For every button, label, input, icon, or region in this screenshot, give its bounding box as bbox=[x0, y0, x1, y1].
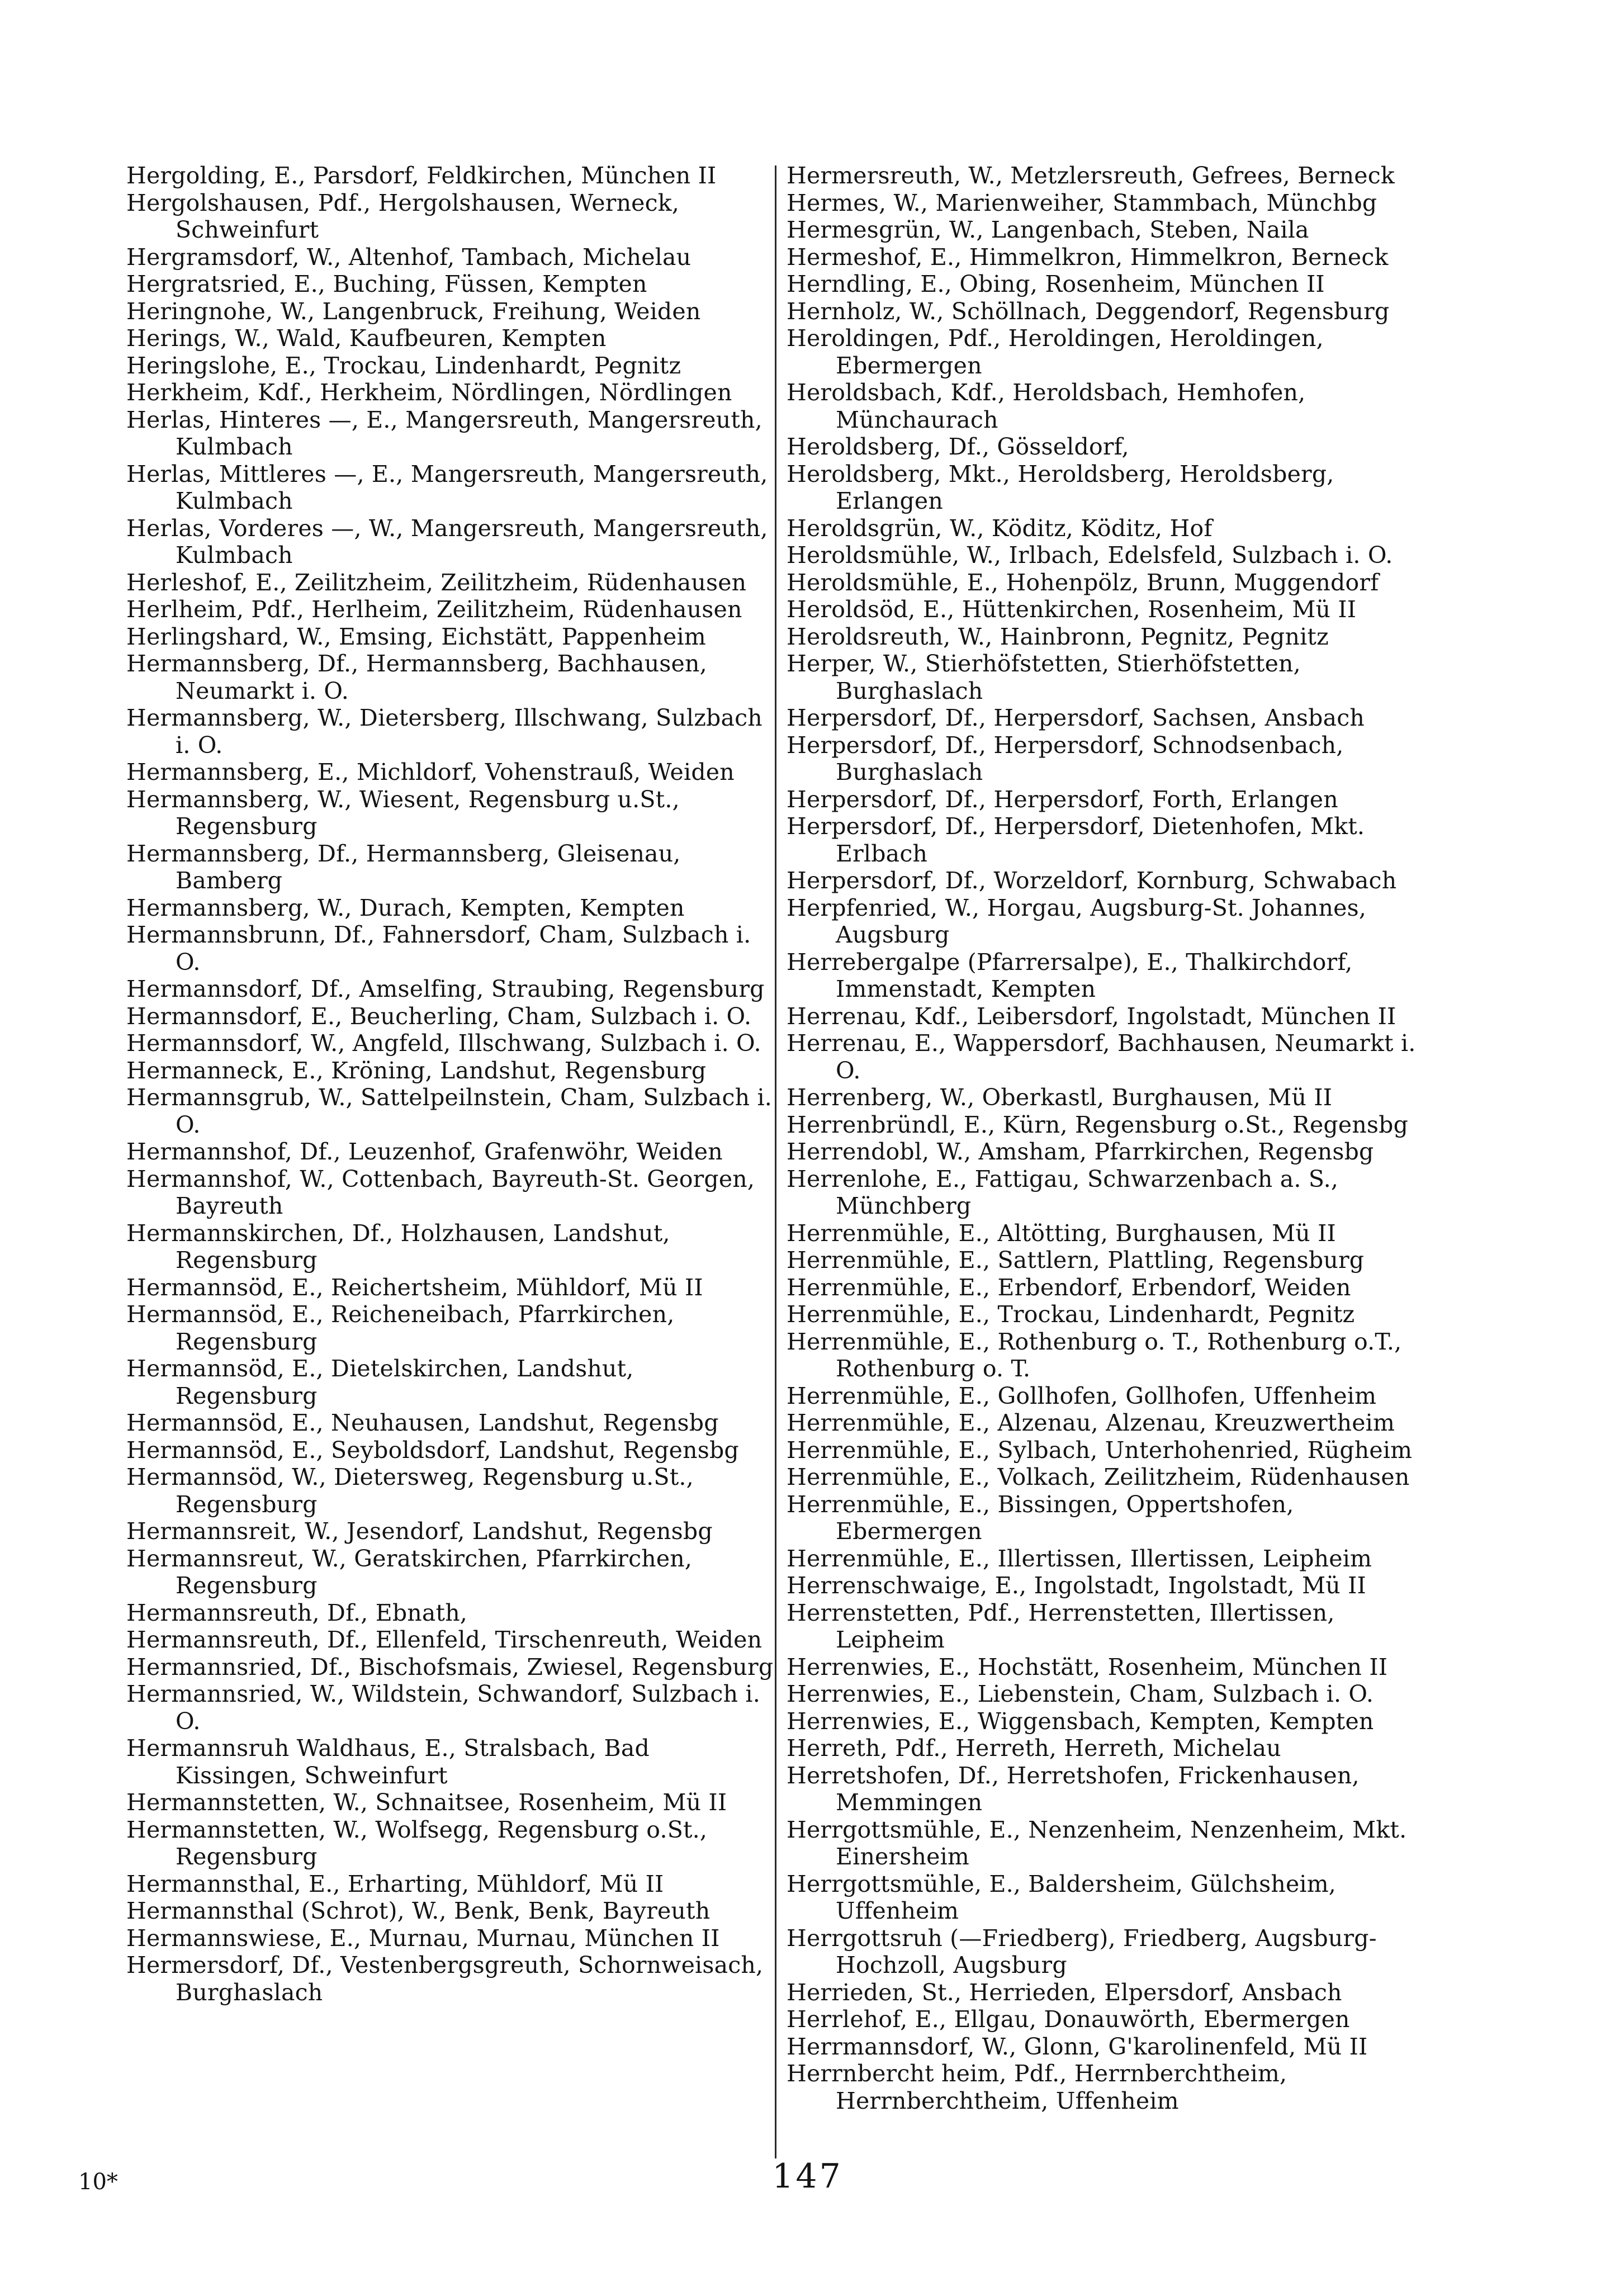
gazetteer-entry: Herrgottsmühle, E., Nenzenheim, Nenzenheim, Mkt. Einersheim bbox=[787, 1816, 1407, 1870]
gazetteer-entry: Heroldsmühle, W., Irlbach, Edelsfeld, Sulzbach i. O. bbox=[787, 542, 1393, 569]
gazetteer-entry: Herndling, E., Obing, Rosenheim, München II bbox=[787, 271, 1325, 297]
gazetteer-entry: Hermannsreit, W., Jesendorf, Landshut, Regensbg bbox=[126, 1518, 713, 1545]
gazetteer-entry: Herrenmühle, E., Altötting, Burghausen, Mü II bbox=[787, 1219, 1336, 1247]
gazetteer-entry: Heroldsmühle, E., Hohenpölz, Brunn, Muggendorf bbox=[787, 569, 1379, 596]
gazetteer-entry: Herrenau, Kdf., Leibersdorf, Ingolstadt, München II bbox=[787, 1002, 1396, 1030]
gazetteer-entry: Herpersdorf, Df., Worzeldorf, Kornburg, Schwabach bbox=[787, 867, 1397, 894]
gazetteer-entry: Herrlehof, E., Ellgau, Donauwörth, Ebermergen bbox=[787, 2006, 1350, 2033]
gazetteer-entry: Herrenbründl, E., Kürn, Regensburg o.St., Regensbg bbox=[787, 1111, 1409, 1138]
gazetteer-entry: Hermannswiese, E., Murnau, Murnau, München II bbox=[126, 1924, 720, 1952]
gazetteer-entry: Heroldsberg, Df., Gösseldorf, bbox=[787, 433, 1129, 460]
gazetteer-entry: Herrenmühle, E., Trockau, Lindenhardt, Pegnitz bbox=[787, 1301, 1355, 1328]
gazetteer-entry: Hermannsruh Waldhaus, E., Stralsbach, Bad Kissingen, Schweinfurt bbox=[126, 1735, 650, 1789]
gazetteer-entry: Hermannsried, W., Wildstein, Schwandorf, Sulzbach i. O. bbox=[126, 1680, 760, 1735]
gazetteer-entry: Herrenstetten, Pdf., Herrenstetten, Illertissen, Leipheim bbox=[787, 1599, 1335, 1653]
gazetteer-entry: Hermannsberg, E., Michldorf, Vohenstrauß, Weiden bbox=[126, 759, 735, 785]
gazetteer-entry: Herpfenried, W., Horgau, Augsburg-St. Johannes, Augsburg bbox=[787, 894, 1367, 948]
gazetteer-entry: Hermannsöd, W., Dietersweg, Regensburg u.St., Regensburg bbox=[126, 1464, 694, 1518]
gazetteer-entry: Heroldsöd, E., Hüttenkirchen, Rosenheim, Mü II bbox=[787, 596, 1357, 623]
gazetteer-entry: Hermannsöd, E., Dietelskirchen, Landshut, Regensburg bbox=[126, 1355, 634, 1409]
gazetteer-entry: Heroldsbach, Kdf., Heroldsbach, Hemhofen, Münchaurach bbox=[787, 379, 1306, 433]
gazetteer-entry: Herpersdorf, Df., Herpersdorf, Forth, Erlangen bbox=[787, 785, 1338, 813]
column-divider bbox=[775, 165, 776, 2158]
gazetteer-entry: Hermannstetten, W., Schnaitsee, Rosenheim, Mü II bbox=[126, 1789, 727, 1816]
gazetteer-entry: Heringslohe, E., Trockau, Lindenhardt, Pegnitz bbox=[126, 352, 681, 379]
page-number: 147 bbox=[772, 2157, 843, 2196]
gazetteer-entry: Hermersreuth, W., Metzlersreuth, Gefrees, Berneck bbox=[787, 162, 1395, 189]
gazetteer-entry: Hergolshausen, Pdf., Hergolshausen, Werneck, Schweinfurt bbox=[126, 189, 680, 243]
gazetteer-entry: Hermannsreut, W., Geratskirchen, Pfarrkirchen, Regensburg bbox=[126, 1545, 693, 1599]
gazetteer-entry: Hergratsried, E., Buching, Füssen, Kempten bbox=[126, 271, 647, 297]
gazetteer-entry: Herrenberg, W., Oberkastl, Burghausen, Mü II bbox=[787, 1084, 1333, 1111]
gazetteer-entry: Hermannsgrub, W., Sattelpeilnstein, Cham, Sulzbach i. O. bbox=[126, 1084, 772, 1138]
gazetteer-entry: Hermannsberg, W., Durach, Kempten, Kempten bbox=[126, 894, 685, 921]
gazetteer-entry: Herrieden, St., Herrieden, Elpersdorf, Ansbach bbox=[787, 1978, 1342, 2006]
gazetteer-entry: Heroldsberg, Mkt., Heroldsberg, Heroldsberg, Erlangen bbox=[787, 460, 1334, 514]
gazetteer-entry: Hernholz, W., Schöllnach, Deggendorf, Regensburg bbox=[787, 297, 1390, 325]
gazetteer-entry: Hermannsberg, Df., Hermannsberg, Gleisenau, Bamberg bbox=[126, 840, 681, 894]
gazetteer-entry: Hergolding, E., Parsdorf, Feldkirchen, München II bbox=[126, 162, 717, 189]
gazetteer-entry: Hermannsthal, E., Erharting, Mühldorf, Mü II bbox=[126, 1870, 664, 1897]
gazetteer-entry: Heroldsgrün, W., Köditz, Köditz, Hof bbox=[787, 514, 1213, 542]
gazetteer-entry: Hermannsreuth, Df., Ebnath, bbox=[126, 1599, 468, 1626]
gazetteer-entry: Herlas, Hinteres —, E., Mangersreuth, Mangersreuth, Kulmbach bbox=[126, 406, 762, 460]
gazetteer-entry: Herrenschwaige, E., Ingolstadt, Ingolstadt, Mü II bbox=[787, 1572, 1366, 1599]
gazetteer-entry: Herrenmühle, E., Gollhofen, Gollhofen, Uffenheim bbox=[787, 1382, 1377, 1409]
gazetteer-entry: Hermannsöd, E., Reichertsheim, Mühldorf, Mü II bbox=[126, 1274, 703, 1301]
gazetteer-entry: Hermesgrün, W., Langenbach, Steben, Naila bbox=[787, 216, 1309, 243]
gazetteer-entry: Hermannsberg, W., Dietersberg, Illschwang, Sulzbach i. O. bbox=[126, 704, 762, 759]
gazetteer-entry: Herlingshard, W., Emsing, Eichstätt, Pappenheim bbox=[126, 623, 706, 650]
gazetteer-entry: Herper, W., Stierhöfstetten, Stierhöfstetten, Burghaslach bbox=[787, 650, 1301, 704]
gazetteer-entry: Hermannsdorf, Df., Amselfing, Straubing, Regensburg bbox=[126, 976, 765, 1002]
gazetteer-entry: Hermannsthal (Schrot), W., Benk, Benk, Bayreuth bbox=[126, 1897, 711, 1924]
gazetteer-entry: Herpersdorf, Df., Herpersdorf, Dietenhofen, Mkt. Erlbach bbox=[787, 813, 1365, 867]
gazetteer-entry: Hermannshof, W., Cottenbach, Bayreuth-St. Georgen, Bayreuth bbox=[126, 1165, 755, 1219]
gazetteer-entry: Herrenmühle, E., Bissingen, Oppertshofen, Ebermergen bbox=[787, 1490, 1294, 1545]
gazetteer-entry: Hermannstetten, W., Wolfsegg, Regensburg o.St., Regensburg bbox=[126, 1816, 708, 1870]
gazetteer-entry: Herrenmühle, E., Erbendorf, Erbendorf, Weiden bbox=[787, 1274, 1351, 1301]
gazetteer-entry: Hermannsdorf, W., Angfeld, Illschwang, Sulzbach i. O. bbox=[126, 1030, 761, 1057]
signature-mark: 10* bbox=[78, 2169, 118, 2195]
gazetteer-entry: Herrenlohe, E., Fattigau, Schwarzenbach a. S., Münchberg bbox=[787, 1165, 1339, 1219]
gazetteer-entry: Herrendobl, W., Amsham, Pfarrkirchen, Regensbg bbox=[787, 1138, 1374, 1165]
gazetteer-entry: Herrenwies, E., Wiggensbach, Kempten, Kempten bbox=[787, 1707, 1374, 1735]
gazetteer-entry: Hermeshof, E., Himmelkron, Himmelkron, Berneck bbox=[787, 243, 1389, 271]
gazetteer-entry: Herlas, Vorderes —, W., Mangersreuth, Mangersreuth, Kulmbach bbox=[126, 514, 768, 569]
gazetteer-entry: Herrenmühle, E., Sattlern, Plattling, Regensburg bbox=[787, 1247, 1365, 1274]
gazetteer-entry: Hermannsreuth, Df., Ellenfeld, Tirschenreuth, Weiden bbox=[126, 1626, 762, 1653]
gazetteer-entry: Herleshof, E., Zeilitzheim, Zeilitzheim, Rüdenhausen bbox=[126, 569, 747, 596]
gazetteer-entry: Hermannsbrunn, Df., Fahnersdorf, Cham, Sulzbach i. O. bbox=[126, 921, 751, 976]
gazetteer-entry: Herrgottsmühle, E., Baldersheim, Gülchsheim, Uffenheim bbox=[787, 1870, 1337, 1924]
gazetteer-entry: Hermannsöd, E., Seyboldsdorf, Landshut, Regensbg bbox=[126, 1436, 739, 1464]
gazetteer-entry: Hermannskirchen, Df., Holzhausen, Landshut, Regensburg bbox=[126, 1219, 670, 1274]
gazetteer-entry: Hermannsberg, Df., Hermannsberg, Bachhausen, Neumarkt i. O. bbox=[126, 650, 707, 704]
gazetteer-entry: Herlheim, Pdf., Herlheim, Zeilitzheim, Rüdenhausen bbox=[126, 596, 742, 623]
gazetteer-entry: Herrenmühle, E., Sylbach, Unterhohenried, Rügheim bbox=[787, 1436, 1413, 1464]
left-column bbox=[126, 162, 775, 2006]
gazetteer-entry: Herrenmühle, E., Alzenau, Alzenau, Kreuzwertheim bbox=[787, 1409, 1395, 1436]
gazetteer-entry: Hermannsdorf, E., Beucherling, Cham, Sulzbach i. O. bbox=[126, 1002, 752, 1030]
gazetteer-entry: Hermannsöd, E., Reicheneibach, Pfarrkirchen, Regensburg bbox=[126, 1301, 675, 1355]
gazetteer-entry: Herrmannsdorf, W., Glonn, G'karolinenfeld, Mü II bbox=[787, 2033, 1368, 2060]
gazetteer-entry: Hermannsberg, W., Wiesent, Regensburg u.St., Regensburg bbox=[126, 785, 680, 840]
right-column bbox=[787, 162, 1446, 2114]
gazetteer-entry: Herreth, Pdf., Herreth, Herreth, Michelau bbox=[787, 1735, 1281, 1762]
gazetteer-entry: Heringnohe, W., Langenbruck, Freihung, Weiden bbox=[126, 297, 701, 325]
gazetteer-entry: Herrenmühle, E., Volkach, Zeilitzheim, Rüdenhausen bbox=[787, 1464, 1410, 1490]
gazetteer-entry: Herrenwies, E., Liebenstein, Cham, Sulzbach i. O. bbox=[787, 1680, 1374, 1707]
gazetteer-entry: Herpersdorf, Df., Herpersdorf, Schnodsenbach, Burghaslach bbox=[787, 731, 1344, 785]
gazetteer-entry: Herrnbercht heim, Pdf., Herrnberchtheim, Herrnberchtheim, Uffenheim bbox=[787, 2060, 1287, 2114]
gazetteer-entry: Herkheim, Kdf., Herkheim, Nördlingen, Nördlingen bbox=[126, 379, 732, 406]
gazetteer-entry: Heroldsreuth, W., Hainbronn, Pegnitz, Pegnitz bbox=[787, 623, 1329, 650]
gazetteer-entry: Herrenmühle, E., Rothenburg o. T., Rothenburg o.T., Rothenburg o. T. bbox=[787, 1328, 1402, 1382]
gazetteer-entry: Hergramsdorf, W., Altenhof, Tambach, Michelau bbox=[126, 243, 692, 271]
gazetteer-entry: Herrenmühle, E., Illertissen, Illertissen, Leipheim bbox=[787, 1545, 1372, 1572]
gazetteer-entry: Heroldingen, Pdf., Heroldingen, Heroldingen, Ebermergen bbox=[787, 325, 1324, 379]
gazetteer-entry: Hermannshof, Df., Leuzenhof, Grafenwöhr, Weiden bbox=[126, 1138, 723, 1165]
gazetteer-entry: Hermes, W., Marienweiher, Stammbach, Münchbg bbox=[787, 189, 1377, 216]
gazetteer-entry: Herrgottsruh (—Friedberg), Friedberg, Augsburg-Hochzoll, Augsburg bbox=[787, 1924, 1377, 1978]
gazetteer-entry: Herrenwies, E., Hochstätt, Rosenheim, München II bbox=[787, 1653, 1388, 1680]
gazetteer-entry: Herretshofen, Df., Herretshofen, Frickenhausen, Memmingen bbox=[787, 1762, 1360, 1816]
gazetteer-entry: Herrebergalpe (Pfarrersalpe), E., Thalkirchdorf, Immenstadt, Kempten bbox=[787, 948, 1353, 1002]
gazetteer-entry: Herlas, Mittleres —, E., Mangersreuth, Mangersreuth, Kulmbach bbox=[126, 460, 768, 514]
gazetteer-entry: Hermannsried, Df., Bischofsmais, Zwiesel, Regensburg bbox=[126, 1653, 774, 1680]
gazetteer-entry: Herings, W., Wald, Kaufbeuren, Kempten bbox=[126, 325, 607, 352]
gazetteer-entry: Hermersdorf, Df., Vestenbergsgreuth, Schornweisach, Burghaslach bbox=[126, 1952, 764, 2006]
gazetteer-entry: Herrenau, E., Wappersdorf, Bachhausen, Neumarkt i. O. bbox=[787, 1030, 1416, 1084]
gazetteer-entry: Hermannsöd, E., Neuhausen, Landshut, Regensbg bbox=[126, 1409, 719, 1436]
gazetteer-entry: Hermanneck, E., Kröning, Landshut, Regensburg bbox=[126, 1057, 707, 1084]
gazetteer-entry: Herpersdorf, Df., Herpersdorf, Sachsen, Ansbach bbox=[787, 704, 1365, 731]
